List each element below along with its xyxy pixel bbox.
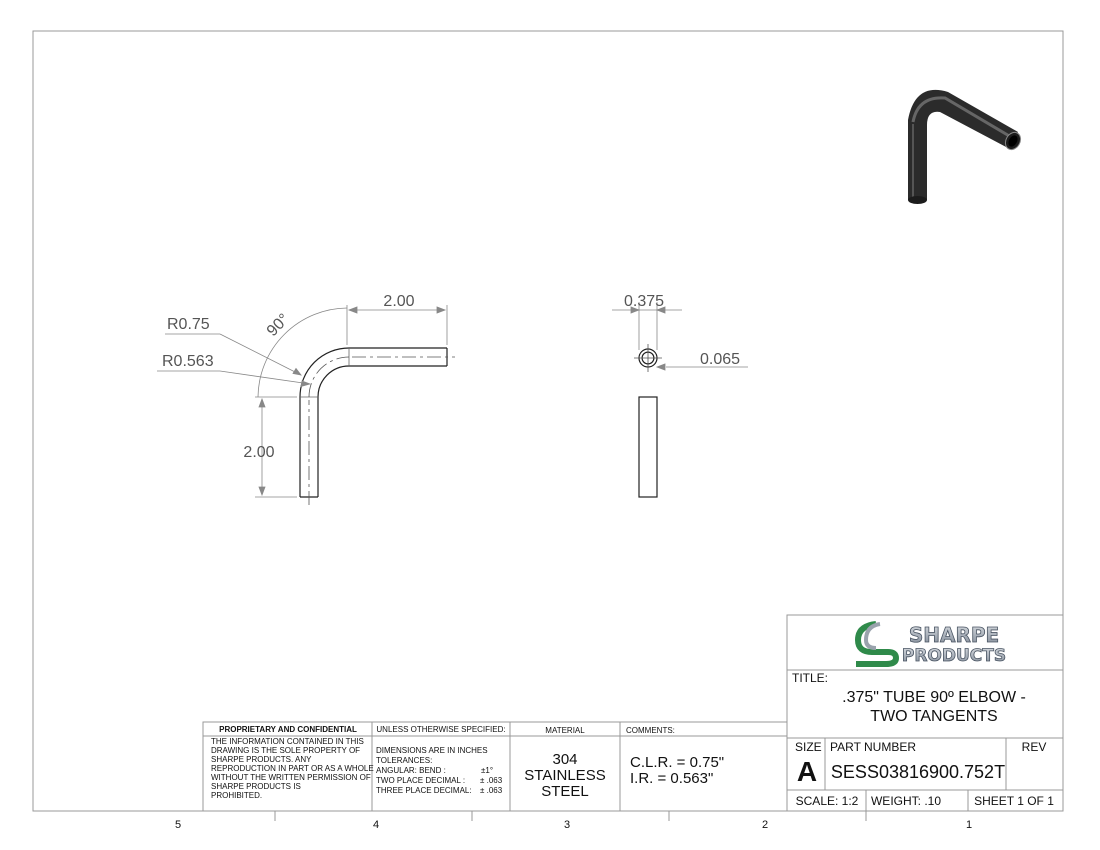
logo-line-1: SHARPE [908, 623, 1000, 647]
comment-line: C.L.R. = 0.75" [630, 754, 725, 771]
centerline-arc [309, 357, 349, 397]
arrow-v-bottom [259, 487, 265, 495]
zone-label-1: 1 [965, 819, 973, 831]
proprietary-line: DRAWING IS THE SOLE PROPERTY OF [211, 746, 361, 755]
tolerance-value: ±1° [481, 766, 494, 775]
dim-wall-thickness: 0.065 [699, 351, 741, 368]
unless-heading: UNLESS OTHERWISE SPECIFIED: [376, 725, 506, 734]
arrow-h-left [349, 307, 357, 313]
rev-label: REV [1021, 740, 1047, 754]
tube-outer-edge [300, 348, 447, 497]
arrow-r075 [293, 369, 301, 376]
sheet-text: SHEET 1 OF 1 [974, 794, 1054, 808]
arrow-r0563 [301, 381, 310, 387]
material-line: STEEL [541, 783, 589, 800]
iso-tube-end-bottom [908, 196, 927, 204]
proprietary-line: SHARPE PRODUCTS IS [211, 782, 301, 791]
arrow-h-right [437, 307, 445, 313]
dim-horizontal-leg: 2.00 [383, 293, 415, 310]
iso-tube-body [908, 90, 1018, 200]
zone-ticks [275, 811, 866, 821]
side-view-tube [639, 397, 657, 497]
unless-line: TWO PLACE DECIMAL : [376, 776, 466, 785]
title-label: TITLE: [792, 671, 829, 685]
comments-heading: COMMENTS: [626, 726, 675, 735]
arrow-v-top [259, 399, 265, 407]
side-view-centerlines [634, 344, 662, 372]
proprietary-line: REPRODUCTION IN PART OR AS A WHOLE [211, 764, 374, 773]
zone-labels [175, 819, 972, 831]
material-line: 304 [552, 751, 578, 768]
front-view-dimensions [157, 305, 447, 497]
size-label: SIZE [795, 740, 822, 754]
comment-line: I.R. = 0.563" [630, 770, 714, 787]
isometric-view [908, 90, 1024, 204]
dim-angle: 90° [263, 310, 293, 340]
zone-label-3: 3 [563, 819, 571, 831]
dim-tube-od: 0.375 [623, 293, 665, 310]
front-view-centerlines [309, 357, 455, 505]
tube-inner-edge [318, 366, 447, 497]
size-value: A [796, 756, 818, 787]
material-line: STAINLESS [524, 767, 606, 784]
front-view [300, 348, 447, 497]
zone-label-5: 5 [174, 819, 182, 831]
proprietary-heading: PROPRIETARY AND CONFIDENTIAL [219, 725, 357, 734]
proprietary-line: THE INFORMATION CONTAINED IN THIS [211, 737, 364, 746]
proprietary-line: SHARPE PRODUCTS. ANY [211, 755, 312, 764]
zone-label-4: 4 [372, 819, 380, 831]
zone-label-2: 2 [761, 819, 769, 831]
tolerance-value: ± .063 [480, 776, 503, 785]
unless-line: TOLERANCES: [376, 756, 433, 765]
scale-text: SCALE: 1:2 [795, 794, 859, 808]
unless-line: ANGULAR: BEND : [376, 766, 446, 775]
company-logo [856, 623, 1006, 666]
dim-radius-centerline: R0.75 [167, 316, 210, 333]
proprietary-line: WITHOUT THE WRITTEN PERMISSION OF [211, 773, 371, 782]
proprietary-text [211, 737, 374, 800]
logo-c-mark [866, 624, 880, 648]
leader-r075 [220, 334, 301, 375]
tolerance-text [376, 746, 503, 795]
part-number-value: SESS03816900.752T [830, 762, 1006, 782]
dim-radius-inner: R0.563 [162, 353, 214, 370]
logo-s-mark [856, 624, 896, 664]
arrow-wall [657, 364, 665, 370]
unless-line: THREE PLACE DECIMAL: [376, 786, 472, 795]
tolerance-value: ± .063 [480, 786, 503, 795]
weight-text: WEIGHT: .10 [870, 794, 942, 808]
proprietary-line: PROHIBITED. [211, 791, 263, 800]
dim-vertical-leg: 2.00 [243, 444, 275, 461]
title-line-2: TWO TANGENTS [870, 708, 998, 725]
material-heading: MATERIAL [545, 726, 585, 735]
part-number-label: PART NUMBER [830, 740, 917, 754]
unless-line: DIMENSIONS ARE IN INCHES [376, 746, 488, 755]
title-line-1: .375" TUBE 90º ELBOW - [842, 689, 1026, 706]
logo-line-2: PRODUCTS [901, 646, 1007, 666]
